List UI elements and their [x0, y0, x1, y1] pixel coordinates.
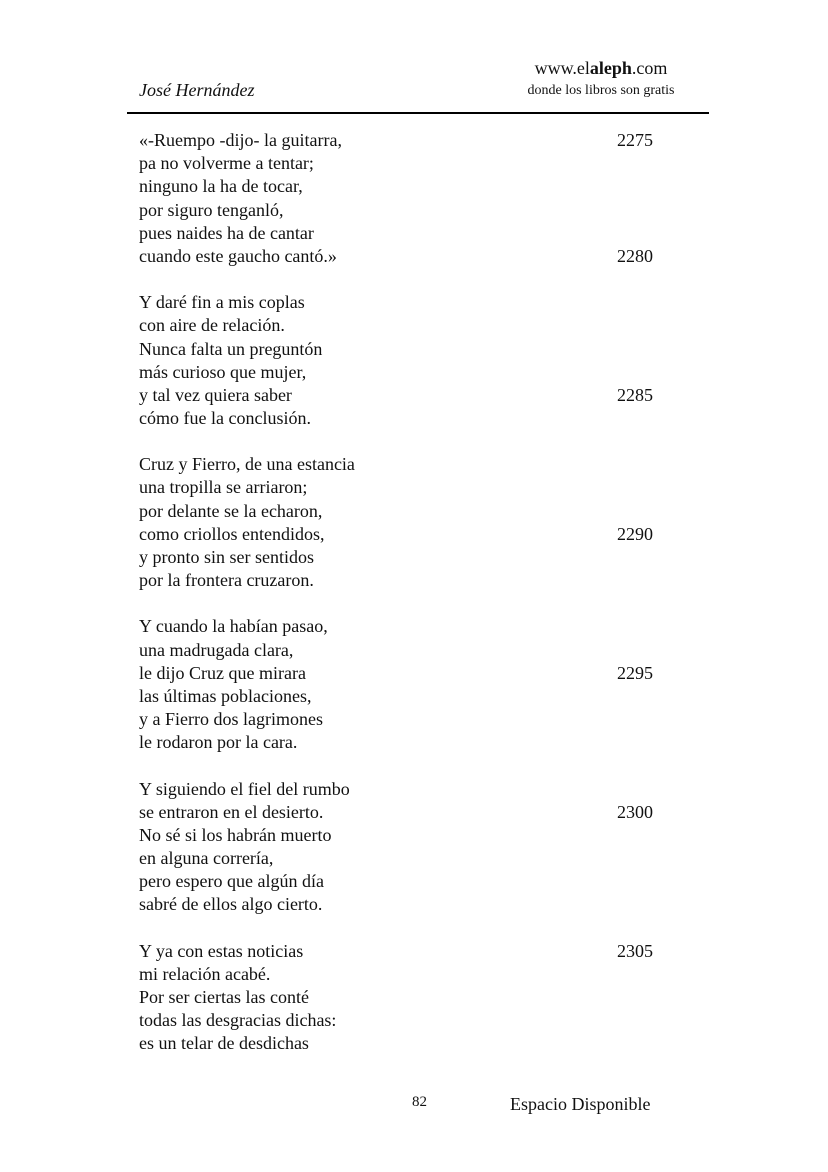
verse-line: [139, 986, 699, 1009]
site-url-bold: aleph: [589, 58, 632, 78]
verse-text: se entraron en el desierto.: [139, 801, 324, 822]
verse-line: [139, 940, 699, 963]
verse-text: Nunca falta un preguntón: [139, 338, 323, 359]
verse-number: 2285: [617, 384, 653, 405]
verse-text: Y cuando la habían pasao,: [139, 616, 328, 637]
verse-line: [139, 338, 699, 361]
verse-text: pero espero que algún día: [139, 871, 324, 892]
verse-line: [139, 893, 699, 916]
verse-line: [139, 546, 699, 569]
verse-line: [139, 639, 699, 662]
verse-line: [139, 500, 699, 523]
verse-text: No sé si los habrán muerto: [139, 824, 332, 845]
verse-line: [139, 1032, 699, 1055]
verse-number: 2305: [617, 940, 653, 961]
verse-number: 2275: [617, 130, 653, 150]
verse-text: y a Fierro dos lagrimones: [139, 709, 323, 730]
verse-text: Por ser ciertas las conté: [139, 987, 309, 1007]
verse-text: le dijo Cruz que mirara: [139, 662, 306, 683]
stanza: [139, 615, 699, 754]
verse-text: Y siguiendo el fiel del rumbo: [139, 778, 350, 799]
verse-number: 2290: [617, 523, 653, 544]
verse-text: una madrugada clara,: [139, 639, 294, 660]
verse-text: como criollos entendidos,: [139, 523, 325, 544]
verse-text: más curioso que mujer,: [139, 361, 307, 382]
site-branding: [507, 57, 695, 101]
verse-line: [139, 245, 699, 268]
verse-text: con aire de relación.: [139, 315, 285, 336]
verse-line: [139, 615, 699, 638]
verse-line: [139, 685, 699, 708]
verse-text: por siguro tenganló,: [139, 199, 284, 220]
header-divider: [127, 112, 709, 114]
verse-line: [139, 1009, 699, 1032]
verse-text: Y daré fin a mis coplas: [139, 292, 305, 313]
verse-line: [139, 407, 699, 430]
verse-text: «-Ruempo -dijo- la guitarra,: [139, 130, 342, 150]
verse-text: mi relación acabé.: [139, 963, 271, 984]
verse-text: en alguna correría,: [139, 848, 274, 869]
site-url[interactable]: www.elaleph.com: [534, 58, 668, 78]
stanza: [139, 940, 699, 1056]
verse-text: ninguno la ha de tocar,: [139, 176, 303, 197]
verse-text: por la frontera cruzaron.: [139, 570, 314, 591]
verse-line: [139, 801, 699, 824]
stanza: [139, 778, 699, 917]
verse-number: 2280: [617, 245, 653, 266]
author-name: José Hernández: [139, 80, 255, 100]
verse-line: [139, 384, 699, 407]
verse-text: y tal vez quiera saber: [139, 384, 292, 405]
verse-line: [139, 708, 699, 731]
verse-line: [139, 824, 699, 847]
verse-line: [139, 778, 699, 801]
verse-line: [139, 152, 699, 175]
verse-line: [139, 847, 699, 870]
verse-line: [139, 731, 699, 754]
page-number: 82: [412, 1094, 427, 1110]
poem-body: [139, 129, 699, 1079]
stanza: [139, 453, 699, 592]
verse-line: [139, 222, 699, 245]
verse-line: [139, 476, 699, 499]
verse-text: es un telar de desdichas: [139, 1033, 309, 1054]
verse-text: por delante se la echaron,: [139, 500, 323, 521]
verse-text: todas las desgracias dichas:: [139, 1010, 337, 1031]
stanza: [139, 291, 699, 430]
verse-number: 2295: [617, 662, 653, 683]
verse-line: [139, 175, 699, 198]
verse-text: una tropilla se arriaron;: [139, 477, 308, 498]
verse-number: 2300: [617, 801, 653, 822]
stanza: [139, 129, 699, 268]
verse-line: [139, 361, 699, 384]
verse-line: [139, 523, 699, 546]
verse-text: pa no volverme a tentar;: [139, 153, 314, 174]
verse-line: [139, 314, 699, 337]
verse-text: le rodaron por la cara.: [139, 732, 298, 753]
verse-text: cómo fue la conclusión.: [139, 408, 311, 429]
verse-text: sabré de ellos algo cierto.: [139, 894, 323, 915]
verse-line: [139, 129, 699, 152]
verse-line: [139, 963, 699, 986]
verse-text: Cruz y Fierro, de una estancia: [139, 454, 355, 475]
verse-line: [139, 199, 699, 222]
verse-line: [139, 870, 699, 893]
verse-text: Y ya con estas noticias: [139, 940, 304, 961]
footer-note: Espacio Disponible: [510, 1094, 651, 1114]
verse-text: pues naides ha de cantar: [139, 222, 314, 243]
verse-text: y pronto sin ser sentidos: [139, 547, 314, 567]
verse-text: cuando este gaucho cantó.»: [139, 245, 337, 266]
site-tagline: donde los libros son gratis: [527, 83, 675, 98]
verse-line: [139, 453, 699, 476]
verse-line: [139, 569, 699, 592]
verse-text: las últimas poblaciones,: [139, 685, 312, 706]
verse-line: [139, 662, 699, 685]
verse-line: [139, 291, 699, 314]
